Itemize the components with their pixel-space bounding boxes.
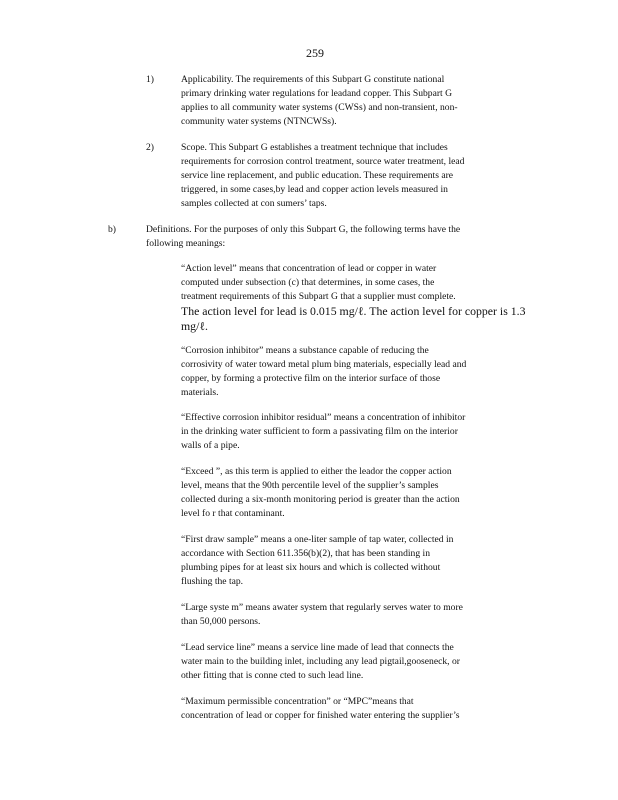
text-line: requirements for corrosion control treatment, source water treatment, lead: [181, 156, 465, 167]
text-line: The action level for lead is 0.015 mg/ℓ. The action level for copper is 1.3: [181, 304, 526, 318]
text-line: “Large syste m” means awater system that regularly serves water to more: [181, 602, 463, 613]
text-line: level fo r that contaminant.: [181, 508, 285, 519]
item-label: 2): [146, 142, 154, 153]
text-line: “Corrosion inhibitor” means a substance capable of reducing the: [181, 345, 429, 356]
text-line: “Lead service line” means a service line made of lead that connects the: [181, 642, 454, 653]
text-line: “Effective corrosion inhibitor residual” means a concentration of inhibitor: [181, 412, 466, 423]
text-line: Applicability. The requirements of this Subpart G constitute national: [181, 74, 445, 85]
page-number: 259: [306, 46, 324, 60]
text-line: walls of a pipe.: [181, 440, 240, 451]
item-label: 1): [146, 74, 154, 85]
text-line: “Maximum permissible concentration” or “MPC”means that: [181, 696, 414, 707]
text-line: than 50,000 persons.: [181, 616, 261, 627]
text-line: service line replacement, and public education. These requirements are: [181, 170, 454, 181]
definition-first-draw-sample: [181, 533, 538, 589]
text-line: samples collected at con sumers’ taps.: [181, 198, 327, 209]
text-line: plumbing pipes for at least six hours and which is collected without: [181, 562, 441, 573]
text-line: triggered, in some cases,by lead and copper action levels measured in: [181, 184, 448, 195]
text-line: accordance with Section 611.356(b)(2), that has been standing in: [181, 548, 431, 559]
text-line: community water systems (NTNCWSs).: [181, 116, 337, 127]
text-line: corrosivity of water toward metal plum bing materials, especially lead and: [181, 359, 467, 370]
definition-large-system: [181, 601, 538, 629]
text-line: “First draw sample” means a one-liter sample of tap water, collected in: [181, 534, 454, 545]
text-line: Scope. This Subpart G establishes a treatment technique that includes: [181, 142, 448, 153]
text-line: water main to the building inlet, including any lead pigtail,gooseneck, or: [181, 656, 460, 667]
definition-exceed: [181, 465, 538, 521]
text-line: concentration of lead or copper for finished water entering the supplier’s: [181, 710, 460, 721]
definition-lead-service-line: [181, 641, 538, 683]
text-line: primary drinking water regulations for leadand copper. This Subpart G: [181, 88, 453, 99]
text-line: treatment requirements of this Subpart G that a supplier must complete.: [181, 291, 456, 302]
scope-paragraph: [181, 141, 536, 211]
text-line: following meanings:: [146, 238, 226, 249]
section-label: b): [108, 224, 116, 235]
definition-action-level: [181, 262, 538, 334]
text-line: mg/ℓ.: [181, 319, 208, 333]
text-line: collected during a six-month monitoring period is greater than the action: [181, 494, 460, 505]
text-line: in the drinking water sufficient to form a passivating film on the interior: [181, 426, 458, 437]
text-line: “Exceed ”, as this term is applied to either the leador the copper action: [181, 466, 452, 477]
text-line: computed under subsection (c) that determines, in some cases, the: [181, 277, 435, 288]
text-line: Definitions. For the purposes of only this Subpart G, the following terms have the: [146, 224, 461, 235]
definition-corrosion-inhibitor: [181, 344, 538, 400]
definitions-intro: [146, 223, 546, 251]
text-line: “Action level” means that concentration of lead or copper in water: [181, 263, 437, 274]
text-line: other fitting that is conne cted to such lead line.: [181, 670, 364, 681]
definition-maximum-permissible-concentration: [181, 695, 538, 723]
text-line: level, means that the 90th percentile level of the supplier’s samples: [181, 480, 439, 491]
applicability-paragraph: [181, 73, 530, 129]
text-line: copper, by forming a protective film on the interior surface of those: [181, 373, 441, 384]
text-line: applies to all community water systems (CWSs) and non-transient, non-: [181, 102, 458, 113]
text-line: flushing the tap.: [181, 576, 244, 587]
definition-effective-corrosion-inhibitor-residual: [181, 411, 538, 453]
text-line: materials.: [181, 387, 219, 398]
